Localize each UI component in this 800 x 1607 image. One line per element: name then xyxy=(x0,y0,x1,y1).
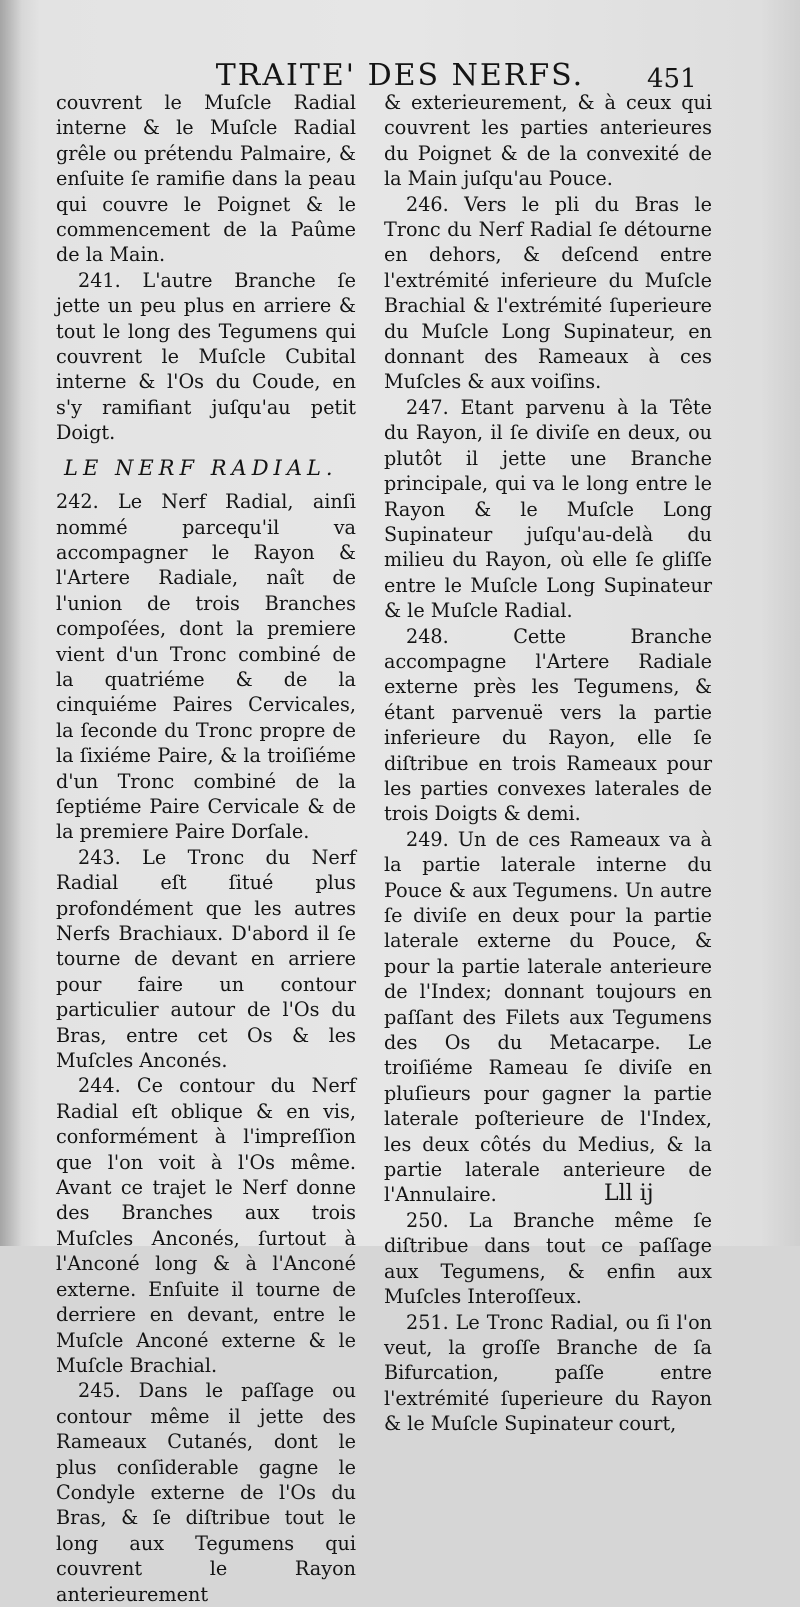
paragraph: 244. Ce contour du Nerf Radial eſt oblique & en vis, conformément à l'impreſſion que l'on voit à l'Os même. Avant ce trajet le Nerf donne des Branches aux trois Muſcles Anconés, ſurtout à l'Anconé long & à l'Anconé externe. Enſuite il tourne de derriere en devant, entre le Muſcle Anconé externe & le Muſcle Brachial. xyxy=(56,1074,356,1377)
paragraph: 248. Cette Branche accompagne l'Artere Radiale externe près les Tegumens, & étant parvenuë vers la partie inferieure du Rayon, elle ſe diſtribue en trois Rameaux pour les parties convexes laterales de trois Doigts & demi. xyxy=(384,624,712,826)
section-heading: LE NERF RADIAL. xyxy=(64,455,338,480)
paragraph: 243. Le Tronc du Nerf Radial eſt ſitué plus profondément que les autres Nerfs Brachiaux. D'abord il ſe tourne de devant en arriere pour faire un contour particulier autour de l'Os du Bras, entre cet Os & les Muſcles Anconés. xyxy=(56,845,356,1073)
left-column xyxy=(56,90,356,1607)
page-number: 451 xyxy=(647,64,697,94)
paragraph: 250. La Branche même ſe diſtribue dans tout ce paſſage aux Tegumens, & enfin aux Muſcles Interoſſeux. xyxy=(384,1208,712,1309)
paragraph: 251. Le Tronc Radial, ou ſi l'on veut, la groſſe Branche de ſa Bifurcation, paſſe entre l'extrémité ſuperieure du Rayon & le Muſcle Supinateur court, xyxy=(384,1310,712,1436)
binding-shadow xyxy=(0,0,22,1246)
paragraph: 242. Le Nerf Radial, ainſi nommé parcequ'il va accompagner le Rayon & l'Artere Radiale, naît de l'union de trois Branches compoſées, dont la premiere vient d'un Tronc combiné de la quatriéme & de la cinquiéme Paires Cervicales, la ſeconde du Tronc propre de la ſixiéme Paire, & la troiſiéme d'un Tronc combiné de la ſeptiéme Paire Cervicale & de la premiere Paire Dorſale. xyxy=(56,490,356,844)
paragraph: 249. Un de ces Rameaux va à la partie laterale interne du Pouce & aux Tegumens. Un autre ſe diviſe en deux pour la partie laterale externe du Pouce, & pour la partie laterale anterieure de l'Index; donnant toujours en paſſant des Filets aux Tegumens des Os du Metacarpe. Le troiſiéme Rameau ſe diviſe en pluſieurs pour gagner la partie laterale poſterieure de l'Index, les deux côtés du Medius, & la partie laterale anterieure de l'Annulaire. xyxy=(384,827,712,1207)
paragraph: & exterieurement, & à ceux qui couvrent les parties anterieures du Poignet & de la convexité de la Main juſqu'au Pouce. xyxy=(384,91,712,191)
paragraph: couvrent le Muſcle Radial interne & le Muſcle Radial grêle ou prétendu Palmaire, & enſuite ſe ramifie dans la peau qui couvre le Poignet & le commencement de la Paûme de la Main. xyxy=(56,91,356,267)
right-column xyxy=(384,90,712,1437)
paragraph: 241. L'autre Branche ſe jette un peu plus en arriere & tout le long des Tegumens qui couvrent le Muſcle Cubital interne & l'Os du Coude, en s'y ramifiant juſqu'au petit Doigt. xyxy=(56,268,356,445)
paragraph: 246. Vers le pli du Bras le Tronc du Nerf Radial ſe détourne en dehors, & deſcend entre l'extrémité inferieure du Muſcle Brachial & l'extrémité ſuperieure du Muſcle Long Supinateur, en donnant des Rameaux à ces Muſcles & aux voiſins. xyxy=(384,192,712,394)
paragraph: 247. Etant parvenu à la Tête du Rayon, il ſe diviſe en deux, ou plutôt il jette une Branche principale, qui va le long entre le Rayon & le Muſcle Long Supinateur juſqu'au-delà du milieu du Rayon, où elle ſe gliſſe entre le Muſcle Long Supinateur & le Muſcle Radial. xyxy=(384,395,712,623)
signature-mark: Lll ij xyxy=(604,1181,654,1206)
paragraph: 245. Dans le paſſage ou contour même il jette des Rameaux Cutanés, dont le plus conſiderable gagne le Condyle externe de l'Os du Bras, & ſe diſtribue tout le long aux Tegumens qui couvrent le Rayon anterieurement xyxy=(56,1379,356,1606)
running-head: TRAITE' DES NERFS. xyxy=(215,58,585,93)
